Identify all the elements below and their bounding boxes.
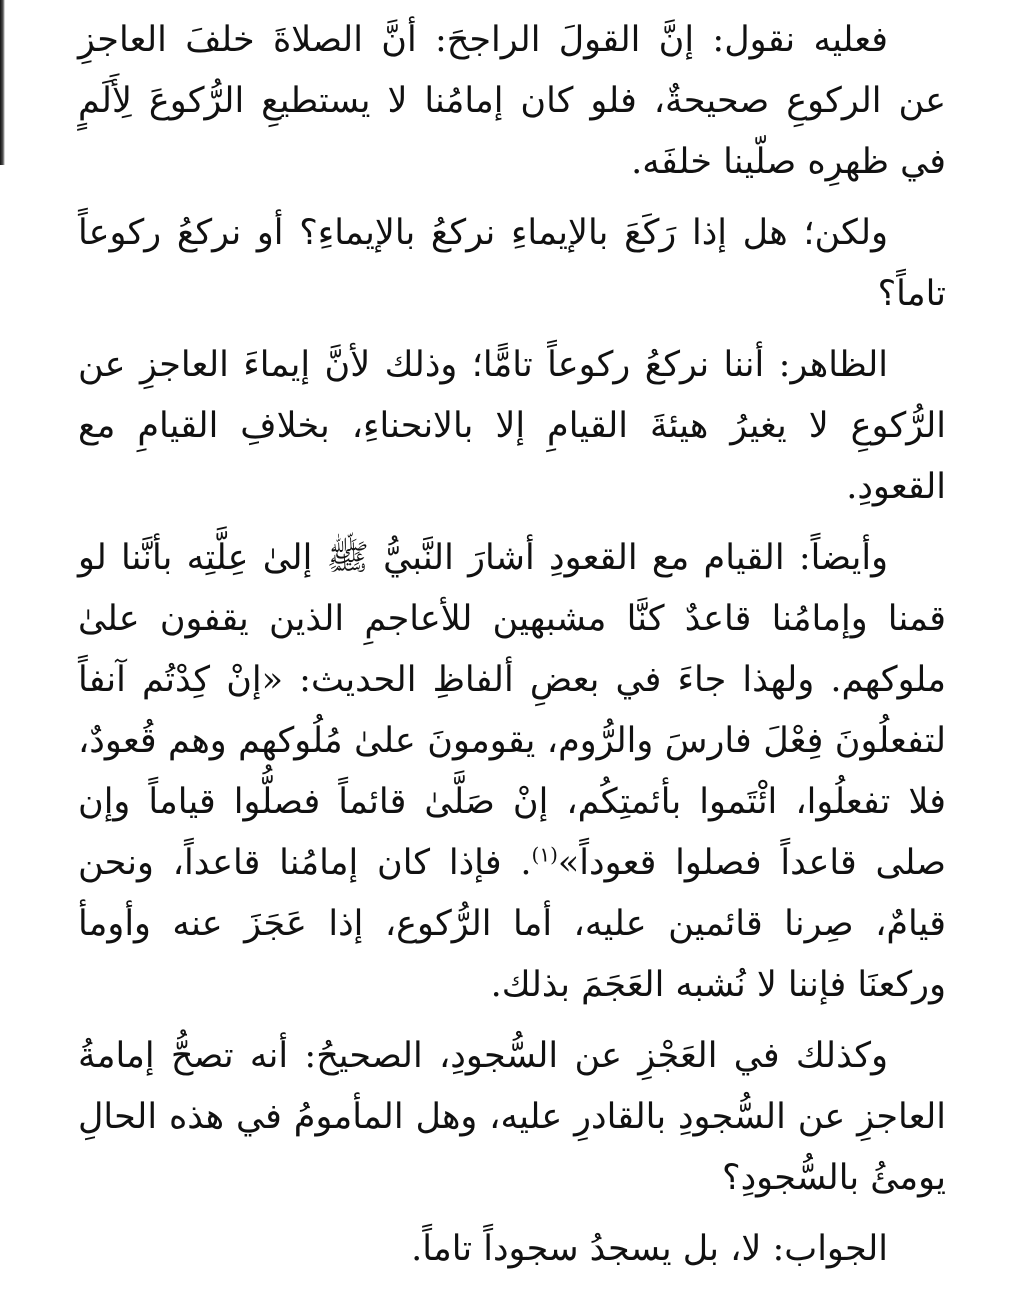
paragraph-ruling: فعليه نقول: إنَّ القولَ الراجحَ: أنَّ الصلاةَ خلفَ العاجزِ عن الركوعِ صحيحةٌ، فلو كان إمامُنا لا يستطيعِ الرُّكوعَ لِأَلَمٍ في ظهرِه صلّينا خلفَه. (78, 20, 946, 182)
paragraph-apparent-answer: الظاهر: أننا نركعُ ركوعاً تامًّا؛ وذلك لأنَّ إيماءَ العاجزِ عن الرُّكوعِ لا يغيرُ هيئةَ القيامِ إلا بالانحناءِ، بخلافِ القيامِ مع القعودِ. (78, 345, 946, 507)
paragraph-answer: الجواب: لا، بل يسجدُ سجوداً تاماً. (411, 1229, 888, 1269)
hadith-text: وأيضاً: القيام مع القعودِ أشارَ النَّبيُّ ﷺ إلىٰ عِلَّتِه بأنَّنا لو قمنا وإمامُنا قاعدٌ كنَّا مشبهين للأعاجمِ الذين يقفون علىٰ ملوكهم. ولهذا جاءَ في بعضِ ألفاظِ الحديث: «إنْ كِدْتُم آنفاً لتفعلُونَ فِعْلَ فارسَ والرُّوم، يقومونَ علىٰ مُلُوكهم وهم قُعودٌ، فلا تفعلُوا، ائْتَموا بأئمتِكُم، إنْ صَلَّىٰ قائماً فصلُّوا قياماً وإن صلى قاعداً فصلوا قعوداً» (78, 538, 947, 883)
paragraph-prostration: وكذلك في العَجْزِ عن السُّجودِ، الصحيحُ: أنه تصحُّ إمامةُ العاجزِ عن السُّجودِ بالقادرِ عليه، وهل المأمومُ في هذه الحالِ يومئُ بالسُّجودِ؟ (78, 1036, 946, 1198)
hadith-conclusion: . فإذا كان إمامُنا قاعداً، ونحن قيامٌ، صِرنا قائمين عليه، أما الرُّكوع، إذا عَجَزَ عنه وأومأ وركعنَا فإننا لا نُشبه العَجَمَ بذلك. (78, 843, 946, 1005)
footnote-reference: (١) (531, 842, 558, 867)
scan-edge-shadow (0, 0, 5, 165)
body-text (78, 10, 946, 1290)
paragraph-question-bowing: ولكن؛ هل إذا رَكَعَ بالإيماءِ نركعُ بالإيماءِ؟ أو نركعُ ركوعاً تاماً؟ (78, 213, 946, 314)
paragraph-hadith (78, 528, 946, 1016)
